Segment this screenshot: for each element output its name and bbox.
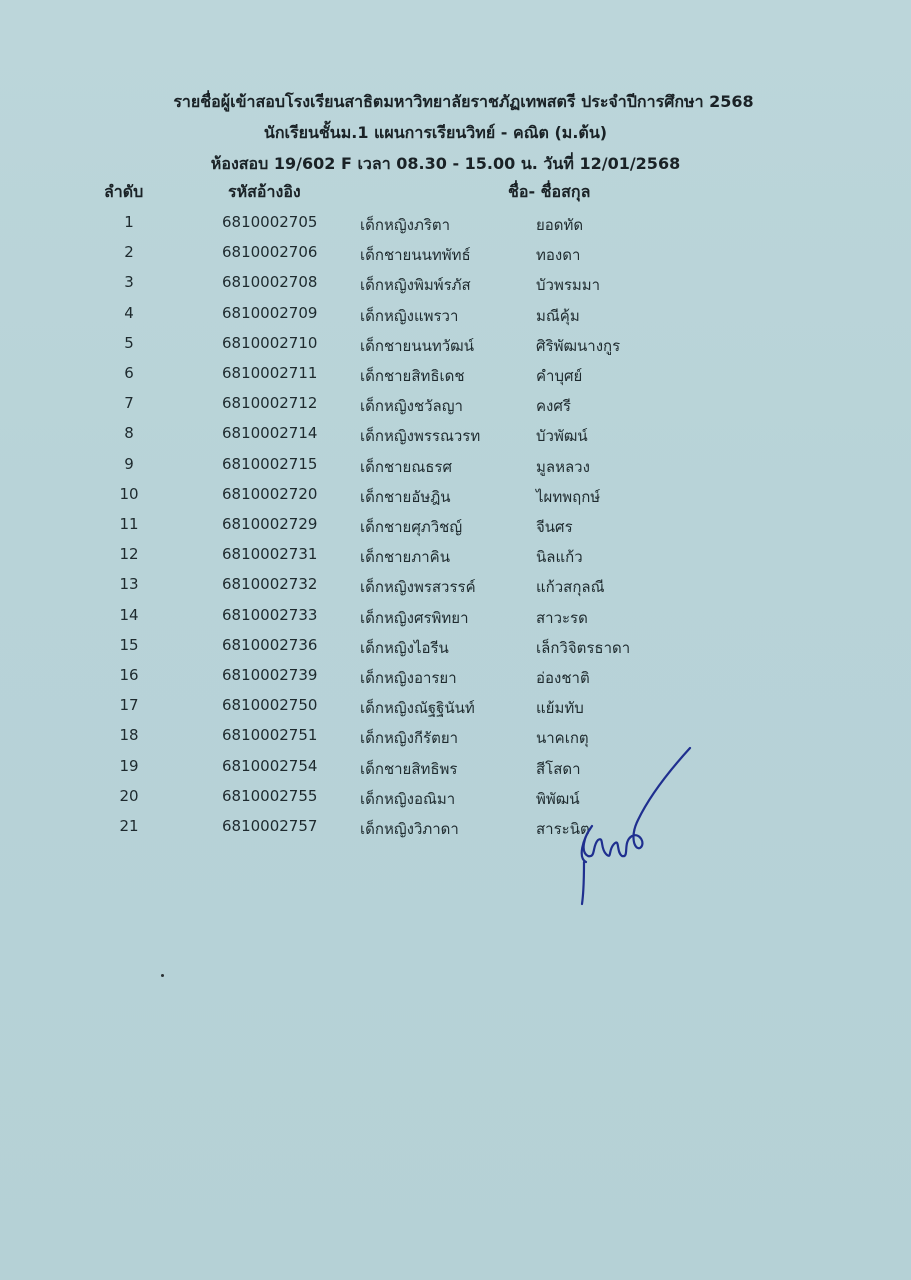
student-last-name: แย้มทับ	[536, 699, 584, 718]
table-row	[0, 726, 911, 756]
student-first-name: เด็กชายศุภวิชญ์	[360, 518, 463, 536]
reference-code: 6810002710	[222, 333, 318, 352]
reference-code: 6810002712	[222, 394, 318, 413]
row-number: 8	[124, 424, 134, 443]
row-number: 16	[119, 666, 139, 684]
row-number: 17	[119, 696, 139, 715]
table-row	[0, 817, 911, 847]
row-number: 18	[119, 726, 139, 745]
ink-dot	[161, 974, 164, 977]
reference-code: 6810002754	[222, 756, 318, 775]
row-number: 19	[119, 756, 139, 775]
table-row	[0, 787, 911, 817]
row-number: 15	[119, 635, 139, 654]
row-number: 9	[124, 454, 134, 473]
table-row	[0, 666, 911, 696]
table-row	[0, 545, 911, 575]
table-row	[0, 455, 911, 485]
student-first-name: เด็กหญิงณัฐฐินันท์	[360, 699, 475, 718]
student-last-name: อ่องชาติ	[536, 669, 590, 687]
reference-code: 6810002750	[222, 696, 318, 715]
exam-room-info: ห้องสอบ 19/602 F เวลา 08.30 - 15.00 น. วันที่ 12/01/2568	[210, 154, 681, 173]
student-first-name: เด็กหญิงภริตา	[360, 216, 451, 234]
student-last-name: ศิริพัฒนางกูร	[536, 336, 621, 355]
table-row	[0, 636, 911, 666]
student-first-name: เด็กชายสิทธิพร	[360, 759, 458, 778]
student-first-name: เด็กหญิงศรพิทยา	[360, 608, 469, 627]
reference-code: 6810002733	[222, 605, 318, 624]
table-row	[0, 213, 911, 243]
table-row	[0, 696, 911, 726]
reference-code: 6810002751	[222, 726, 318, 745]
table-row	[0, 243, 911, 273]
student-last-name: นาคเกตุ	[536, 729, 589, 748]
row-number: 21	[119, 817, 139, 835]
table-row	[0, 424, 911, 454]
student-last-name: สาระนิต	[536, 820, 590, 838]
column-header-code: รหัสอ้างอิง	[228, 182, 301, 201]
student-first-name: เด็กหญิงไอรีน	[360, 638, 449, 657]
table-row	[0, 334, 911, 364]
table-row	[0, 575, 911, 605]
student-last-name: มูลหลวง	[536, 457, 590, 476]
reference-code: 6810002720	[222, 484, 318, 503]
student-first-name: เด็กชายนนทพัทธ์	[360, 246, 471, 265]
reference-code: 6810002706	[222, 243, 318, 262]
row-number: 20	[119, 786, 139, 805]
student-last-name: มณีคุ้ม	[536, 306, 580, 325]
row-number: 5	[124, 333, 134, 352]
reference-code: 6810002705	[222, 213, 318, 231]
row-number: 14	[119, 605, 139, 624]
student-first-name: เด็กหญิงกีรัตยา	[360, 729, 459, 748]
reference-code: 6810002711	[222, 364, 318, 382]
row-number: 7	[124, 394, 134, 413]
student-first-name: เด็กหญิงพรรณวรท	[360, 427, 481, 446]
reference-code: 6810002732	[222, 575, 318, 594]
row-number: 1	[124, 213, 134, 231]
student-last-name: ไผทพฤกษ์	[536, 487, 601, 506]
student-last-name: บัวพัฒน์	[536, 427, 588, 446]
reference-code: 6810002715	[222, 454, 318, 473]
student-first-name: เด็กหญิงวิภาดา	[360, 820, 459, 838]
table-row	[0, 485, 911, 515]
reference-code: 6810002709	[222, 303, 318, 322]
row-number: 11	[119, 515, 139, 533]
table-row	[0, 364, 911, 394]
student-last-name: พิพัฒน์	[536, 789, 580, 808]
reference-code: 6810002714	[222, 424, 318, 443]
row-number: 3	[124, 273, 134, 292]
student-first-name: เด็กหญิงพิมพ์รภัส	[360, 276, 471, 295]
student-last-name: สีโสดา	[536, 759, 581, 778]
document-title: รายชื่อผู้เข้าสอบโรงเรียนสาธิตมหาวิทยาลัยราชภัฏเทพสตรี ประจำปีการศึกษา 2568	[173, 92, 754, 111]
student-last-name: นิลแก้ว	[536, 548, 583, 567]
table-row	[0, 304, 911, 334]
student-last-name: คำบุศย์	[536, 367, 583, 385]
student-last-name: แก้วสกุลณี	[536, 578, 605, 597]
table-row	[0, 273, 911, 303]
row-number: 2	[124, 243, 134, 262]
student-last-name: ทองดา	[536, 246, 581, 265]
column-header-number: ลำดับ	[104, 182, 144, 201]
row-number: 13	[119, 575, 139, 594]
row-number: 6	[124, 364, 134, 382]
student-first-name: เด็กหญิงพรสวรรค์	[360, 578, 476, 597]
reference-code: 6810002736	[222, 635, 318, 654]
table-row	[0, 515, 911, 545]
row-number: 12	[119, 545, 139, 564]
student-first-name: เด็กชายภาคิน	[360, 548, 450, 567]
student-first-name: เด็กหญิงอารยา	[360, 669, 457, 687]
student-last-name: เล็กวิจิตรธาดา	[536, 638, 631, 657]
student-last-name: ยอดทัด	[536, 216, 584, 234]
row-number: 4	[124, 303, 134, 322]
row-number: 10	[119, 484, 139, 503]
reference-code: 6810002757	[222, 817, 318, 835]
table-row	[0, 394, 911, 424]
reference-code: 6810002708	[222, 273, 318, 292]
student-first-name: เด็กหญิงชวัลญา	[360, 397, 463, 416]
student-last-name: บัวพรมมา	[536, 276, 601, 295]
student-first-name: เด็กหญิงแพรวา	[360, 306, 459, 325]
student-last-name: สาวะรด	[536, 608, 588, 627]
table-row	[0, 606, 911, 636]
reference-code: 6810002755	[222, 786, 318, 805]
student-first-name: เด็กชายนนทวัฒน์	[360, 336, 474, 355]
student-last-name: จีนศร	[536, 518, 573, 536]
reference-code: 6810002739	[222, 666, 318, 684]
student-first-name: เด็กชายอัษฎิน	[360, 487, 451, 506]
student-first-name: เด็กหญิงอณิมา	[360, 789, 456, 808]
reference-code: 6810002729	[222, 515, 318, 533]
document-subtitle: นักเรียนชั้นม.1 แผนการเรียนวิทย์ - คณิต (ม.ต้น)	[263, 123, 608, 142]
student-first-name: เด็กชายสิทธิเดช	[360, 367, 465, 385]
student-last-name: คงศรี	[536, 397, 571, 416]
signature-mark	[570, 740, 700, 910]
column-header-name: ชื่อ- ชื่อสกุล	[508, 182, 591, 201]
reference-code: 6810002731	[222, 545, 318, 564]
table-row	[0, 757, 911, 787]
student-first-name: เด็กชายณธรศ	[360, 457, 452, 476]
